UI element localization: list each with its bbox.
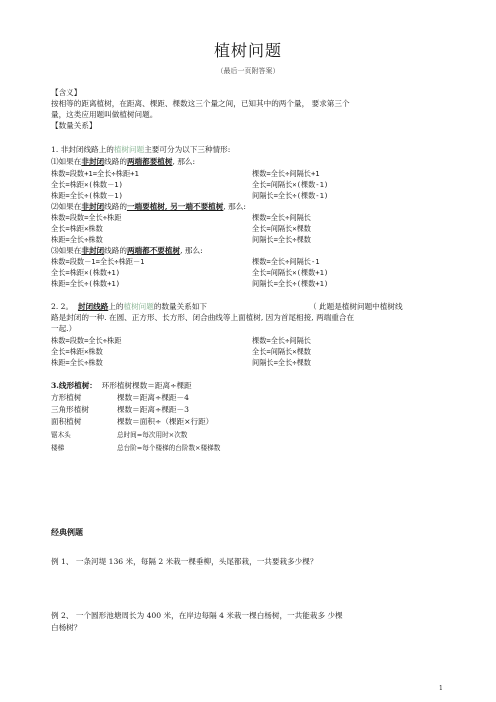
case-3-left-3: 株距=全长÷(株数+1) xyxy=(51,279,121,288)
section-3-label-4: 锯木头 xyxy=(51,431,71,439)
case-1-right-1: 棵数=全长÷间隔长+1 xyxy=(252,169,320,178)
section-2-heading: 2. 2。 封闭线路上的植树问题的数量关系如下 xyxy=(51,302,208,311)
page-title: 植树问题 xyxy=(213,41,282,60)
page-number: 1 xyxy=(439,685,443,692)
case-2-right-1: 棵数=全长÷间隔长 xyxy=(252,213,311,222)
case-2-right-3: 间隔长=全长÷棵数 xyxy=(252,235,311,244)
case-3-right-1: 棵数=全长÷间隔长-1 xyxy=(252,257,320,266)
section-2-note-1: （ 此题是植树问题中植树线 xyxy=(309,302,403,311)
example-2-line-1: 例 2、 一个圆形池塘周长为 400 米，在岸边每隔 4 米栽一棵白杨树，一共能栽多 少棵 xyxy=(51,611,343,620)
section-2-left-1: 株数=段数=全长÷株距 xyxy=(51,336,122,345)
case-3-left-2: 全长=株距×(株数+1) xyxy=(51,268,121,277)
section-1-intro: 1. 非封闭线路上的植树问题主要可分为以下三种情形: xyxy=(51,145,231,154)
case-2-left-2: 全长=株距×株数 xyxy=(51,224,103,233)
case-3-right-3: 间隔长=全长÷(棵数+1) xyxy=(252,279,329,288)
case-2-left-3: 株距=全长÷株数 xyxy=(51,235,103,244)
case-1-right-3: 间隔长=全长÷(棵数-1) xyxy=(252,191,329,200)
meaning-line-1: 按相等的距离植树，在距离、棵距、棵数这三个量之间，已知其中的两个量， 要求第三个 xyxy=(51,99,350,108)
meaning-header: 【含义】 xyxy=(51,88,82,97)
case-1-left-3: 株距=全长÷(株数－1) xyxy=(51,191,123,200)
example-1: 例 1、 一条河堤 136 米，每隔 2 米栽一棵垂柳，头尾都栽，一共要栽多少棵？ xyxy=(51,557,318,566)
section-2-right-3: 间隔长=全长÷棵数 xyxy=(252,358,311,367)
page-subtitle: （最后一页附答案） xyxy=(216,67,280,75)
classic-examples-heading: 经典例题 xyxy=(51,527,83,537)
section-3-label-1: 方形植树 xyxy=(51,393,82,402)
section-3-heading: 3.线形植树： 环形植树棵数＝距离÷棵距 xyxy=(51,381,192,390)
case-2-right-2: 全长=间隔长×棵数 xyxy=(252,224,311,233)
section-3-formula-2: 棵数＝距离÷棵距－3 xyxy=(117,405,189,414)
section-2-right-2: 全长=间隔长×棵数 xyxy=(252,347,311,356)
section-3-formula-5: 总台阶=每个楼梯的台阶数×楼梯数 xyxy=(117,444,221,452)
section-2-note-2: 路是封闭的一种. 在圆、正方形、长方形、闭合曲线等上面植树, 因为首尾相接, 两端重合在 xyxy=(51,313,355,322)
meaning-line-2: 量，这类应用题叫做植树问题。 xyxy=(51,110,158,119)
relation-header: 【数量关系】 xyxy=(51,121,97,130)
section-2-note-3: 一起.） xyxy=(51,324,77,333)
section-3-formula-4: 总时间=每次用时×次数 xyxy=(117,431,188,439)
section-2-right-1: 棵数=全长÷间隔长 xyxy=(252,336,311,345)
section-3-label-5: 楼梯 xyxy=(51,444,65,452)
section-3-formula-3: 棵数＝面积÷（棵距×行距） xyxy=(117,417,214,426)
case-2-left-1: 株数=段数=全长÷株距 xyxy=(51,213,122,222)
section-2-left-3: 株距=全长÷株数 xyxy=(51,358,103,367)
case-1-left-1: 株数=段数+1=全长÷株距+1 xyxy=(51,169,139,178)
section-3-formula-1: 棵数＝距离÷棵距－4 xyxy=(117,393,189,402)
section-3-label-3: 面积植树 xyxy=(51,417,82,426)
case-3-right-2: 全长=间隔长×(棵数+1) xyxy=(252,268,329,277)
case-3-heading: ⑶如果在非封闭线路的两端都不要植树, 那么: xyxy=(51,246,203,255)
section-2-left-2: 全长=株距×株数 xyxy=(51,347,103,356)
case-1-right-2: 全长=间隔长×(棵数-1) xyxy=(252,180,329,189)
section-3-label-2: 三角形植树 xyxy=(51,405,89,414)
case-1-left-2: 全长=株距×(株数－1) xyxy=(51,180,123,189)
example-2-line-2: 白杨树？ xyxy=(51,623,82,632)
case-2-heading: ⑵如果在非封闭线路的一端要植树, 另一端不要植树, 那么: xyxy=(51,202,246,211)
case-3-left-1: 株数=段数－1=全长÷株距－1 xyxy=(51,257,145,266)
case-1-heading: ⑴如果在非封闭线路的两端都要植树, 那么: xyxy=(51,157,196,166)
